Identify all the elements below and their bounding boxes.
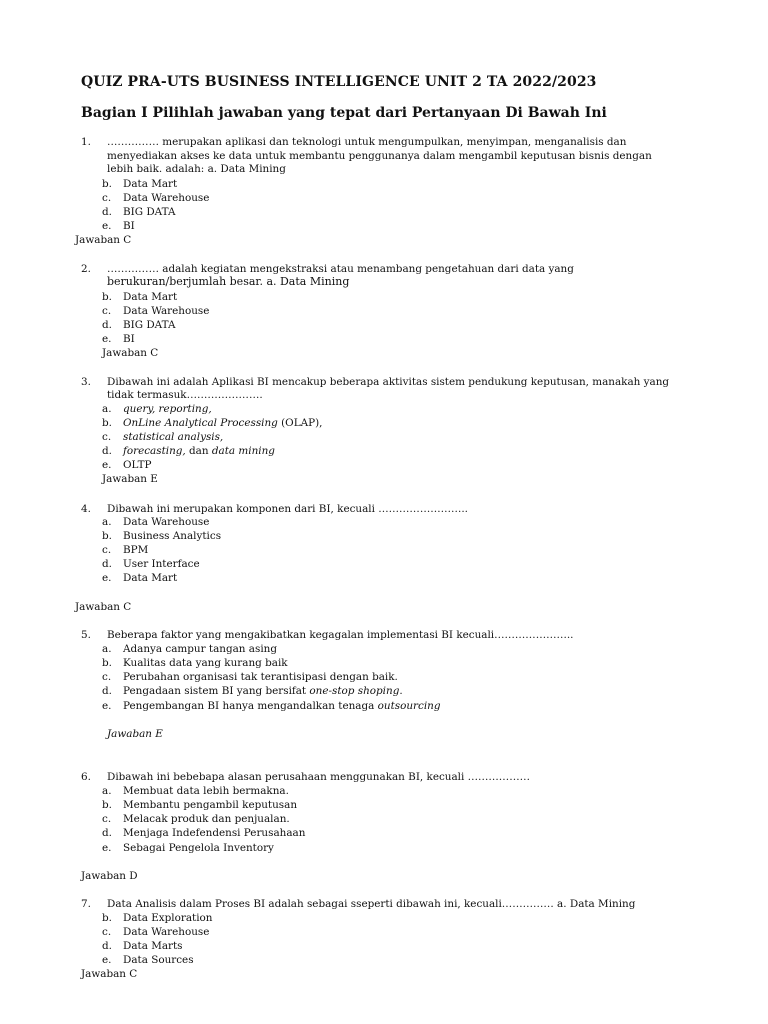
option-text: Data Marts (123, 940, 183, 952)
option-text: Adanya campur tangan asing (123, 643, 277, 655)
option-label: d. (102, 558, 112, 570)
option-text: Kualitas data yang kurang baik (123, 657, 288, 669)
option-text: Data Mart (123, 291, 178, 303)
question-1-number: 1. (81, 136, 91, 148)
question-2-text: berukuran/berjumlah besar. a. Data Mining (107, 275, 350, 288)
option-label: e. (102, 842, 112, 854)
option-text: statistical analysis, (123, 431, 224, 443)
section-heading: Bagian I Pilihlah jawaban yang tepat dari Pertanyaan Di Bawah Ini (81, 105, 607, 121)
question-7-number: 7. (81, 898, 91, 910)
option-text: Data Warehouse (123, 516, 210, 528)
answer-text: Jawaban E (102, 473, 158, 485)
option-text: Membantu pengambil keputusan (123, 799, 298, 811)
option-label: e. (102, 333, 112, 345)
option-text: Data Warehouse (123, 305, 210, 317)
option-label: c. (102, 813, 112, 825)
option-label: c. (102, 671, 112, 683)
option-text: Menjaga Indefendensi Perusahaan (123, 827, 306, 839)
question-6-number: 6. (81, 771, 91, 783)
option-label: c. (102, 926, 112, 938)
option-text (123, 444, 275, 458)
option-rest: Pengembangan BI hanya mengandalkan tenaga (123, 700, 378, 712)
option-rest: dan (185, 445, 212, 457)
option-label: e. (102, 954, 112, 966)
option-label: b. (102, 799, 112, 811)
question-4-number: 4. (81, 503, 91, 515)
option-italic: forecasting, (123, 445, 186, 457)
option-text (123, 699, 441, 713)
option-text: BPM (123, 544, 149, 556)
option-label: d. (102, 319, 112, 331)
option-rest: (OLAP), (277, 417, 323, 429)
option-rest: . (399, 685, 403, 697)
option-text: Data Mart (123, 572, 178, 584)
option-label: a. (102, 785, 112, 797)
option-label: b. (102, 291, 112, 303)
option-rest: Pengadaan sistem BI yang bersifat (123, 685, 310, 697)
option-label: a. (102, 643, 112, 655)
page-title: QUIZ PRA-UTS BUSINESS INTELLIGENCE UNIT 2 TA 2022/2023 (81, 74, 597, 90)
option-italic: outsourcing (377, 700, 441, 712)
question-6-text: Dibawah ini bebebapa alasan perusahaan menggunakan BI, kecuali ……………… (107, 771, 530, 783)
option-text: Perubahan organisasi tak terantisipasi dengan baik. (123, 671, 398, 683)
option-text: Melacak produk dan penjualan. (123, 813, 290, 825)
option-label: c. (102, 544, 112, 556)
option-label: c. (102, 192, 112, 204)
option-label: d. (102, 827, 112, 839)
option-text: Data Warehouse (123, 192, 210, 204)
answer-text: Jawaban C (75, 601, 132, 613)
question-5-text: Beberapa faktor yang mengakibatkan kegagalan implementasi BI kecuali………………….. (107, 629, 574, 641)
option-text: BIG DATA (123, 319, 176, 331)
question-3-text: Dibawah ini adalah Aplikasi BI mencakup beberapa aktivitas sistem pendukung keputusan, manakah yang (107, 376, 670, 388)
option-text: OLTP (123, 459, 152, 471)
question-1-text: …………… merupakan aplikasi dan teknologi untuk mengumpulkan, menyimpan, menganalisis dan (107, 136, 627, 148)
question-3-number: 3. (81, 376, 91, 388)
option-text: Sebagai Pengelola Inventory (123, 842, 274, 854)
option-italic: OnLine Analytical Processing (123, 417, 278, 429)
option-label: e. (102, 220, 112, 232)
question-7-text: Data Analisis dalam Proses BI adalah sebagai sseperti dibawah ini, kecuali…………… a. Data Mining (107, 898, 636, 910)
option-label: d. (102, 445, 112, 457)
option-label: d. (102, 940, 112, 952)
option-text: User Interface (123, 558, 200, 570)
option-label: a. (102, 403, 112, 415)
answer-text: Jawaban E (107, 728, 163, 740)
answer-text: Jawaban C (81, 968, 138, 980)
question-1-text: menyediakan akses ke data untuk membantu penggunanya dalam mengambil keputusan bisnis dengan (107, 150, 652, 162)
option-label: b. (102, 657, 112, 669)
option-text: BIG DATA (123, 206, 176, 218)
question-4-text: Dibawah ini merupakan komponen dari BI, kecuali …………………….. (107, 503, 468, 515)
option-text (123, 684, 403, 698)
option-label: b. (102, 178, 112, 190)
option-label: e. (102, 700, 112, 712)
answer-text: Jawaban C (75, 234, 132, 246)
option-label: c. (102, 431, 112, 443)
question-2-number: 2. (81, 263, 91, 275)
answer-text: Jawaban D (81, 870, 138, 882)
option-text: BI (123, 333, 135, 345)
option-text: BI (123, 220, 135, 232)
option-text (123, 416, 322, 430)
option-text: Data Exploration (123, 912, 213, 924)
option-label: d. (102, 685, 112, 697)
option-text: Business Analytics (123, 530, 222, 542)
option-label: b. (102, 530, 112, 542)
option-italic: data mining (211, 445, 275, 457)
option-label: d. (102, 206, 112, 218)
question-5-number: 5. (81, 629, 91, 641)
option-label: a. (102, 516, 112, 528)
option-label: b. (102, 912, 112, 924)
option-text: Data Warehouse (123, 926, 210, 938)
answer-text: Jawaban C (102, 347, 159, 359)
question-1-text: lebih baik. adalah: a. Data Mining (107, 163, 286, 175)
question-2-text: …………… adalah kegiatan mengekstraksi atau menambang pengetahuan dari data yang (107, 263, 574, 275)
option-text: Membuat data lebih bermakna. (123, 785, 289, 797)
option-label: e. (102, 459, 112, 471)
option-text: Data Mart (123, 178, 178, 190)
option-text: query, reporting, (123, 403, 212, 415)
option-label: e. (102, 572, 112, 584)
question-3-text: tidak termasuk…………………. (107, 389, 263, 401)
option-label: c. (102, 305, 112, 317)
option-italic: one-stop shoping (309, 685, 400, 697)
option-text: Data Sources (123, 954, 194, 966)
option-label: b. (102, 417, 112, 429)
